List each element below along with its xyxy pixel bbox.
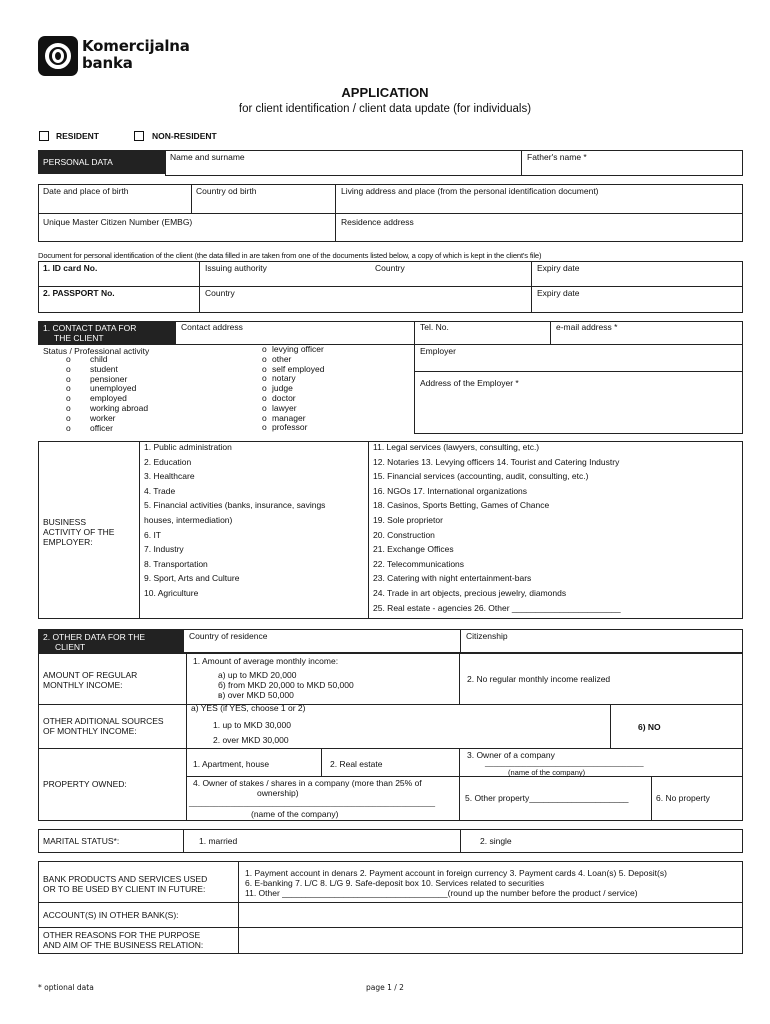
stakes-company-line[interactable]: ___________________________________________________________ <box>189 798 436 807</box>
employer-label: Employer <box>420 346 456 356</box>
business-activity-item[interactable] <box>144 472 195 482</box>
status-option-label: officer <box>90 422 113 433</box>
business-activity-item[interactable] <box>144 560 208 570</box>
average-income-label: 1. Amount of average monthly income: <box>193 656 339 666</box>
property-option-none[interactable]: 6. No property <box>656 793 710 803</box>
personal-data-header: PERSONAL DATA <box>38 150 165 174</box>
business-activity-label: 3. Healthcare <box>144 471 195 482</box>
products-line-3[interactable]: 11. Other ___________________________________(round up the number before the product / service) <box>245 888 638 898</box>
other-bank-accounts-label: ACCOUNT(S) IN OTHER BANK(S): <box>43 910 179 920</box>
business-activity-label: 5. Financial activities (banks, insurance, savings <box>144 500 326 511</box>
bank-logo-icon <box>38 36 78 76</box>
business-activity-item[interactable] <box>373 516 443 526</box>
status-option-label: pensioner <box>90 373 128 384</box>
bullet-icon: o <box>66 383 71 394</box>
status-option-label: doctor <box>272 393 296 403</box>
business-activity-label: BUSINESS ACTIVITY OF THE EMPLOYER: <box>43 517 115 547</box>
business-activity-item[interactable] <box>373 487 527 497</box>
income-label: AMOUNT OF REGULAR MONTHLY INCOME: <box>43 670 138 690</box>
status-label: Status / Professional activity <box>43 346 150 356</box>
document-country-label: Country <box>375 263 405 273</box>
business-activity-label: 8. Transportation <box>144 558 208 569</box>
status-option-label: other <box>272 353 292 364</box>
bullet-icon: o <box>66 403 71 413</box>
business-activity-label: 1. Public administration <box>144 442 232 452</box>
business-activity-item[interactable] <box>144 531 161 541</box>
other-bank-accounts-field[interactable] <box>239 903 742 927</box>
bullet-icon: o <box>262 422 267 433</box>
property-option-stakes[interactable]: 4. Owner of stakes / shares in a company (more than 25% of <box>193 778 422 788</box>
income-option-a[interactable]: a) up to MKD 20,000 <box>218 670 297 680</box>
business-activity-label: 24. Trade in art objects, precious jewelry, diamonds <box>373 588 567 598</box>
bank-name: Komercijalna banka <box>82 37 190 72</box>
no-regular-income-option[interactable]: 2. No regular monthly income realized <box>467 674 611 684</box>
business-activity-item[interactable] <box>144 589 198 599</box>
status-option-label: judge <box>272 383 293 394</box>
property-owned-label: PROPERTY OWNED: <box>43 779 127 789</box>
contact-address-label: Contact address <box>181 322 243 332</box>
business-activity-item[interactable] <box>373 545 454 555</box>
bullet-icon: o <box>262 344 267 354</box>
issuing-authority-label: Issuing authority <box>205 263 267 273</box>
business-activity-item[interactable] <box>373 443 539 453</box>
non-resident-label: NON-RESIDENT <box>152 131 217 141</box>
contact-data-header: 1. CONTACT DATA FOR THE CLIENT <box>38 321 175 345</box>
business-activity-item[interactable] <box>144 574 239 584</box>
business-activity-item[interactable] <box>373 560 464 570</box>
passport-label: 2. PASSPORT No. <box>43 288 115 298</box>
status-option-label: lawyer <box>272 402 297 413</box>
business-activity-item[interactable] <box>144 443 232 453</box>
bullet-icon: o <box>66 354 71 364</box>
marital-option-single[interactable]: 2. single <box>480 836 512 846</box>
tel-label: Tel. No. <box>420 322 449 332</box>
property-option-owner[interactable]: 3. Owner of a company <box>467 750 555 760</box>
business-activity-label: 7. Industry <box>144 544 184 555</box>
bullet-icon: o <box>262 373 267 384</box>
business-activity-label: 11. Legal services (lawyers, consulting, etc.) <box>373 442 540 452</box>
business-activity-item[interactable] <box>373 501 549 511</box>
bullet-icon: o <box>262 363 267 374</box>
bullet-icon: o <box>262 402 267 413</box>
business-activity-label: 18. Casinos, Sports Betting, Games of Chance <box>373 500 550 511</box>
marital-status-label: MARITAL STATUS*: <box>43 836 120 846</box>
business-activity-label: 12. Notaries 13. Levying officers 14. Tourist and Catering Industry <box>373 456 620 467</box>
additional-source-no[interactable]: 6) NO <box>638 722 661 732</box>
status-option-label: professor <box>272 422 308 433</box>
business-activity-label: 16. NGOs 17. International organizations <box>373 485 528 496</box>
business-activity-item[interactable] <box>144 458 191 468</box>
country-residence-label: Country of residence <box>189 631 268 641</box>
status-option-label: worker <box>90 412 116 423</box>
income-property-box <box>38 653 743 821</box>
business-activity-item[interactable] <box>373 472 588 482</box>
embg-label: Unique Master Citizen Number (EMBG) <box>43 217 193 227</box>
bullet-icon: o <box>262 353 267 364</box>
business-activity-label: 21. Exchange Offices <box>373 544 454 555</box>
marital-option-married[interactable]: 1. married <box>199 836 238 846</box>
business-activity-item[interactable] <box>373 589 566 599</box>
bullet-icon: o <box>262 412 267 423</box>
status-option-item[interactable] <box>262 423 307 433</box>
stakes-continuation: ownership) <box>257 788 299 798</box>
employer-address-label: Address of the Employer * <box>420 378 519 388</box>
name-box[interactable] <box>165 150 743 176</box>
business-activity-label: 4. Trade <box>144 485 176 496</box>
business-activity-item[interactable] <box>144 487 175 497</box>
business-purpose-field[interactable] <box>239 928 742 953</box>
income-option-c[interactable]: в) over MKD 50,000 <box>218 690 294 700</box>
business-activity-item[interactable] <box>144 516 232 526</box>
business-purpose-label: OTHER REASONS FOR THE PURPOSE AND AIM OF THE BUSINESS RELATION: <box>43 930 204 950</box>
resident-label: RESIDENT <box>56 131 99 141</box>
status-option-label: unemployed <box>90 383 137 394</box>
company-name-line[interactable]: ______________________________________ <box>485 758 644 767</box>
contact-address-box[interactable] <box>175 321 743 345</box>
additional-source-option-2[interactable]: 2. over MKD 30,000 <box>213 735 289 745</box>
business-activity-label: 25. Real estate - agencies 26. Other _______________________ <box>373 602 621 613</box>
status-option-label: working abroad <box>90 403 149 413</box>
name-label: Name and surname <box>170 152 245 162</box>
living-address-label: Living address and place (from the personal identification document) <box>341 186 599 196</box>
products-line-1[interactable]: 1. Payment account in denars 2. Payment account in foreign currency 3. Payment cards 4. Loan(s) 5. Deposit(s) <box>245 868 667 878</box>
business-activity-item[interactable] <box>373 458 619 468</box>
other-data-header: 2. OTHER DATA FOR THE CLIENT <box>38 629 183 653</box>
additional-source-yes[interactable]: a) YES (if YES, choose 1 or 2) <box>191 703 306 713</box>
bullet-icon: o <box>66 373 71 384</box>
page-number: page 1 / 2 <box>366 983 404 992</box>
additional-source-option-1[interactable]: 1. up to MKD 30,000 <box>213 720 291 730</box>
property-option-apartment[interactable]: 1. Apartment, house <box>193 759 270 769</box>
business-activity-label: houses, intermediation) <box>144 515 233 525</box>
bullet-icon: o <box>66 393 71 404</box>
marital-status-box <box>38 829 743 853</box>
optional-data-note: * optional data <box>38 983 94 992</box>
business-activity-label: 19. Sole proprietor <box>373 515 443 525</box>
email-label: e-mail address * <box>556 322 618 332</box>
business-activity-label: 22. Telecommunications <box>373 558 465 569</box>
business-activity-item[interactable] <box>373 574 531 584</box>
bullet-icon: o <box>66 422 71 433</box>
products-label: BANK PRODUCTS AND SERVICES USED OR TO BE USED BY CLIENT IN FUTURE: <box>43 874 208 894</box>
income-option-b[interactable]: б) from MKD 20,000 to MKD 50,000 <box>218 680 354 690</box>
business-activity-label: 20. Construction <box>373 529 435 540</box>
bullet-icon: o <box>262 383 267 394</box>
business-activity-item[interactable] <box>373 531 435 541</box>
business-activity-label: 6. IT <box>144 529 162 540</box>
business-activity-label: 23. Catering with night entertainment-bars <box>373 573 532 584</box>
bullet-icon: o <box>66 363 71 374</box>
id-expiry-label: Expiry date <box>537 263 580 273</box>
business-activity-label: 10. Agriculture <box>144 588 199 598</box>
stakes-company-caption: (name of the company) <box>251 809 339 819</box>
non-resident-checkbox[interactable] <box>134 131 144 141</box>
citizenship-label: Citizenship <box>466 631 508 641</box>
status-option-label: self employed <box>272 363 325 374</box>
status-option-label: employed <box>90 393 127 404</box>
status-option-item[interactable] <box>66 424 113 434</box>
dob-label: Date and place of birth <box>43 186 129 196</box>
business-activity-label: 15. Financial services (accounting, audit, consulting, etc.) <box>373 471 589 482</box>
business-activity-label: 2. Education <box>144 456 192 467</box>
property-option-other[interactable]: 5. Other property_____________________ <box>465 793 629 803</box>
father-name-label: Father's name * <box>527 152 587 162</box>
additional-sources-label: OTHER ADITIONAL SOURCES OF MONTHLY INCOME: <box>43 716 164 736</box>
status-option-label: notary <box>272 373 296 384</box>
country-birth-label: Country od birth <box>196 186 257 196</box>
residence-address-label: Residence address <box>341 217 414 227</box>
products-line-2[interactable]: 6. E-banking 7. L/C 8. L/G 9. Safe-deposit box 10. Services related to securities <box>245 878 545 888</box>
passport-country-label: Country <box>205 288 235 298</box>
status-option-label: student <box>90 363 118 374</box>
business-activity-label: 9. Sport, Arts and Culture <box>144 573 240 584</box>
bullet-icon: o <box>66 412 71 423</box>
business-activity-item[interactable] <box>144 545 184 555</box>
business-activity-item[interactable] <box>373 604 621 614</box>
property-option-real-estate[interactable]: 2. Real estate <box>330 759 383 769</box>
company-name-caption: (name of the company) <box>508 768 586 777</box>
page-subtitle: for client identification / client data update (for individuals) <box>238 103 532 115</box>
bullet-icon: o <box>262 393 267 403</box>
status-option-label: levying officer <box>272 344 324 354</box>
page-title: APPLICATION <box>341 85 429 100</box>
status-option-label: child <box>90 354 108 364</box>
status-option-label: manager <box>272 412 306 423</box>
resident-checkbox[interactable] <box>39 131 49 141</box>
business-activity-item[interactable] <box>144 501 325 511</box>
passport-expiry-label: Expiry date <box>537 288 580 298</box>
id-card-label: 1. ID card No. <box>43 263 98 273</box>
document-note: Document for personal identification of the client (the data filled in are taken from one of the documents listed below, a copy of which is kept in the client's file) <box>38 251 542 260</box>
